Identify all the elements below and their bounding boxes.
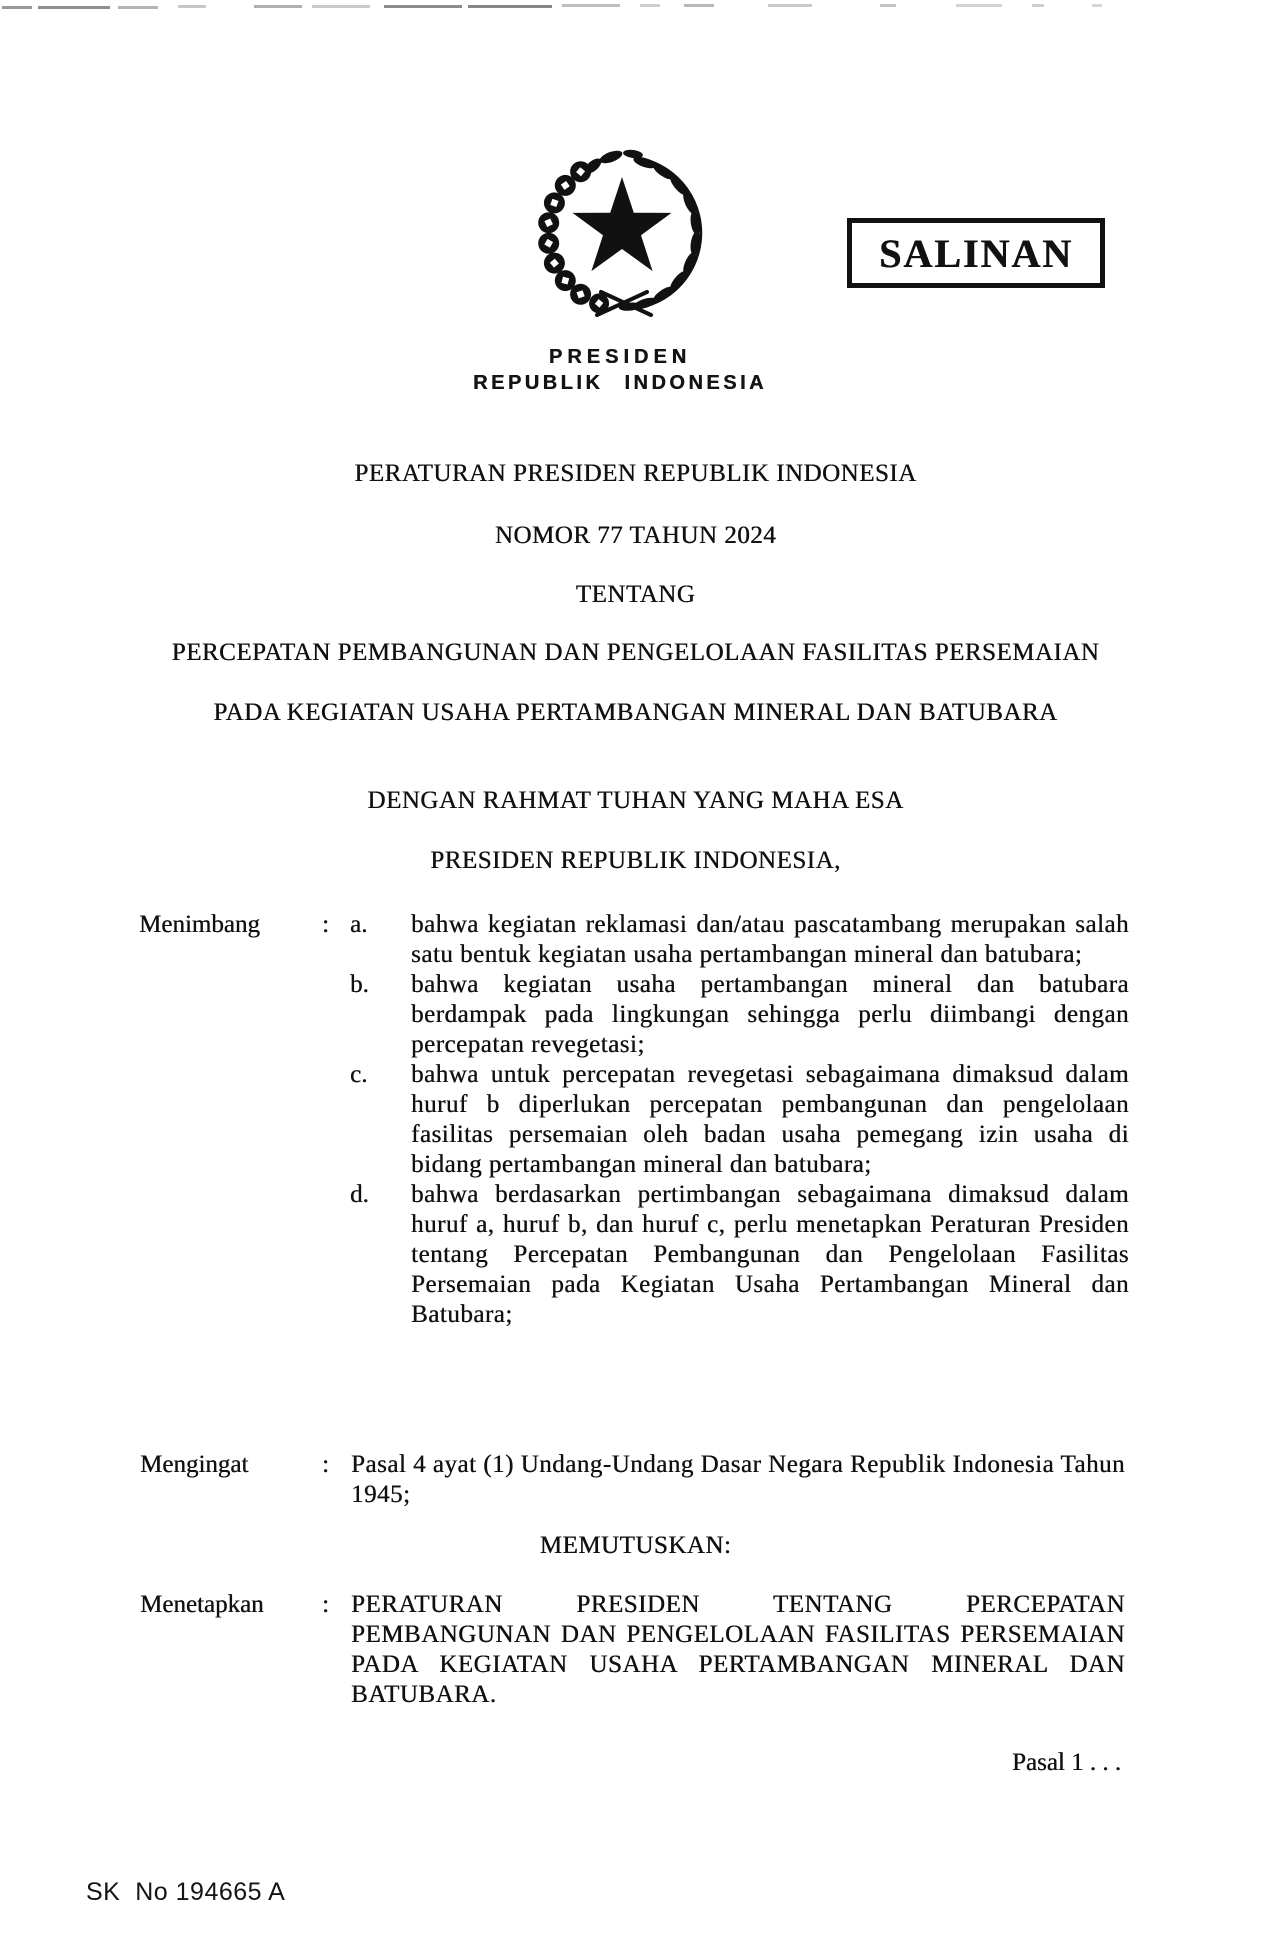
title-line-2: NOMOR 77 TAHUN 2024 — [494, 522, 777, 549]
item-text: bahwa kegiatan usaha pertambangan mineral dan batubara berdampak pada lingkungan sehingga perlu diimbangi dengan percepatan revegetasi; — [411, 971, 1129, 1058]
letterhead-presiden: PRESIDEN — [548, 346, 692, 368]
mengingat-colon: : — [322, 1451, 329, 1478]
authority-line: PRESIDEN REPUBLIK INDONESIA, — [430, 847, 841, 874]
menetapkan-text: PERATURAN PRESIDEN TENTANG PERCEPATAN PEMBANGUNAN DAN PENGELOLAAN FASILITAS PERSEMAIAN PADA KEGIATAN USAHA PERTAMBANGAN MINERAL DAN BATUBARA. — [351, 1591, 1125, 1708]
title-line-3: TENTANG — [575, 581, 696, 608]
presidential-star-wreath-emblem — [533, 145, 711, 323]
item-marker: c. — [350, 1061, 368, 1088]
item-text: bahwa kegiatan reklamasi dan/atau pascatambang merupakan salah satu bentuk kegiatan usaha pertambangan mineral dan batubara; — [411, 911, 1129, 968]
item-marker: a. — [350, 911, 368, 938]
item-text: bahwa berdasarkan pertimbangan sebagaimana dimaksud dalam huruf a, huruf b, dan huruf c, perlu menetapkan Peraturan Presiden tentang Percepatan Pembangunan dan Pengelolaan Fasilitas Persemaian pada Kegiatan Usaha Pertambangan Mineral dan Batubara; — [411, 1181, 1129, 1328]
mengingat-text: Pasal 4 ayat (1) Undang-Undang Dasar Negara Republik Indonesia Tahun 1945; — [351, 1451, 1125, 1508]
item-marker: d. — [350, 1181, 369, 1208]
title-line-1: PERATURAN PRESIDEN REPUBLIK INDONESIA — [354, 460, 917, 487]
star-wreath-icon — [533, 145, 711, 323]
menimbang-colon: : — [322, 911, 329, 938]
menimbang-item-c — [350, 1060, 1129, 1180]
menimbang-label: Menimbang — [139, 911, 260, 938]
item-text: bahwa untuk percepatan revegetasi sebagaimana dimaksud dalam huruf b diperlukan percepatan pembangunan dan pengelolaan fasilitas persemaian oleh badan usaha pemegang izin usaha di bidang pertambangan mineral dan batubara; — [411, 1061, 1129, 1178]
menimbang-item-d — [350, 1180, 1129, 1330]
menetapkan-colon: : — [322, 1591, 329, 1618]
menetapkan-label: Menetapkan — [140, 1591, 264, 1618]
item-marker: b. — [350, 971, 369, 998]
continuation-marker: Pasal 1 . . . — [1011, 1749, 1121, 1776]
salinan-stamp-label: SALINAN — [878, 230, 1074, 276]
menimbang-item-a — [350, 910, 1129, 970]
letterhead-republik-indonesia: REPUBLIK INDONESIA — [473, 372, 767, 394]
menimbang-item-b — [350, 970, 1129, 1060]
mengingat-label: Mengingat — [140, 1451, 249, 1478]
title-line-5: PADA KEGIATAN USAHA PERTAMBANGAN MINERAL DAN BATUBARA — [213, 699, 1058, 726]
memutuskan-heading: MEMUTUSKAN: — [539, 1532, 732, 1559]
salinan-stamp — [847, 218, 1105, 288]
letterhead — [0, 344, 1240, 396]
menimbang-list — [350, 910, 1129, 1330]
scan-artifact — [0, 4, 1271, 14]
invocation-line: DENGAN RAHMAT TUHAN YANG MAHA ESA — [367, 787, 904, 814]
sk-number-footer: SK No 194665 A — [86, 1878, 286, 1906]
title-line-4: PERCEPATAN PEMBANGUNAN DAN PENGELOLAAN FASILITAS PERSEMAIAN — [171, 639, 1100, 666]
